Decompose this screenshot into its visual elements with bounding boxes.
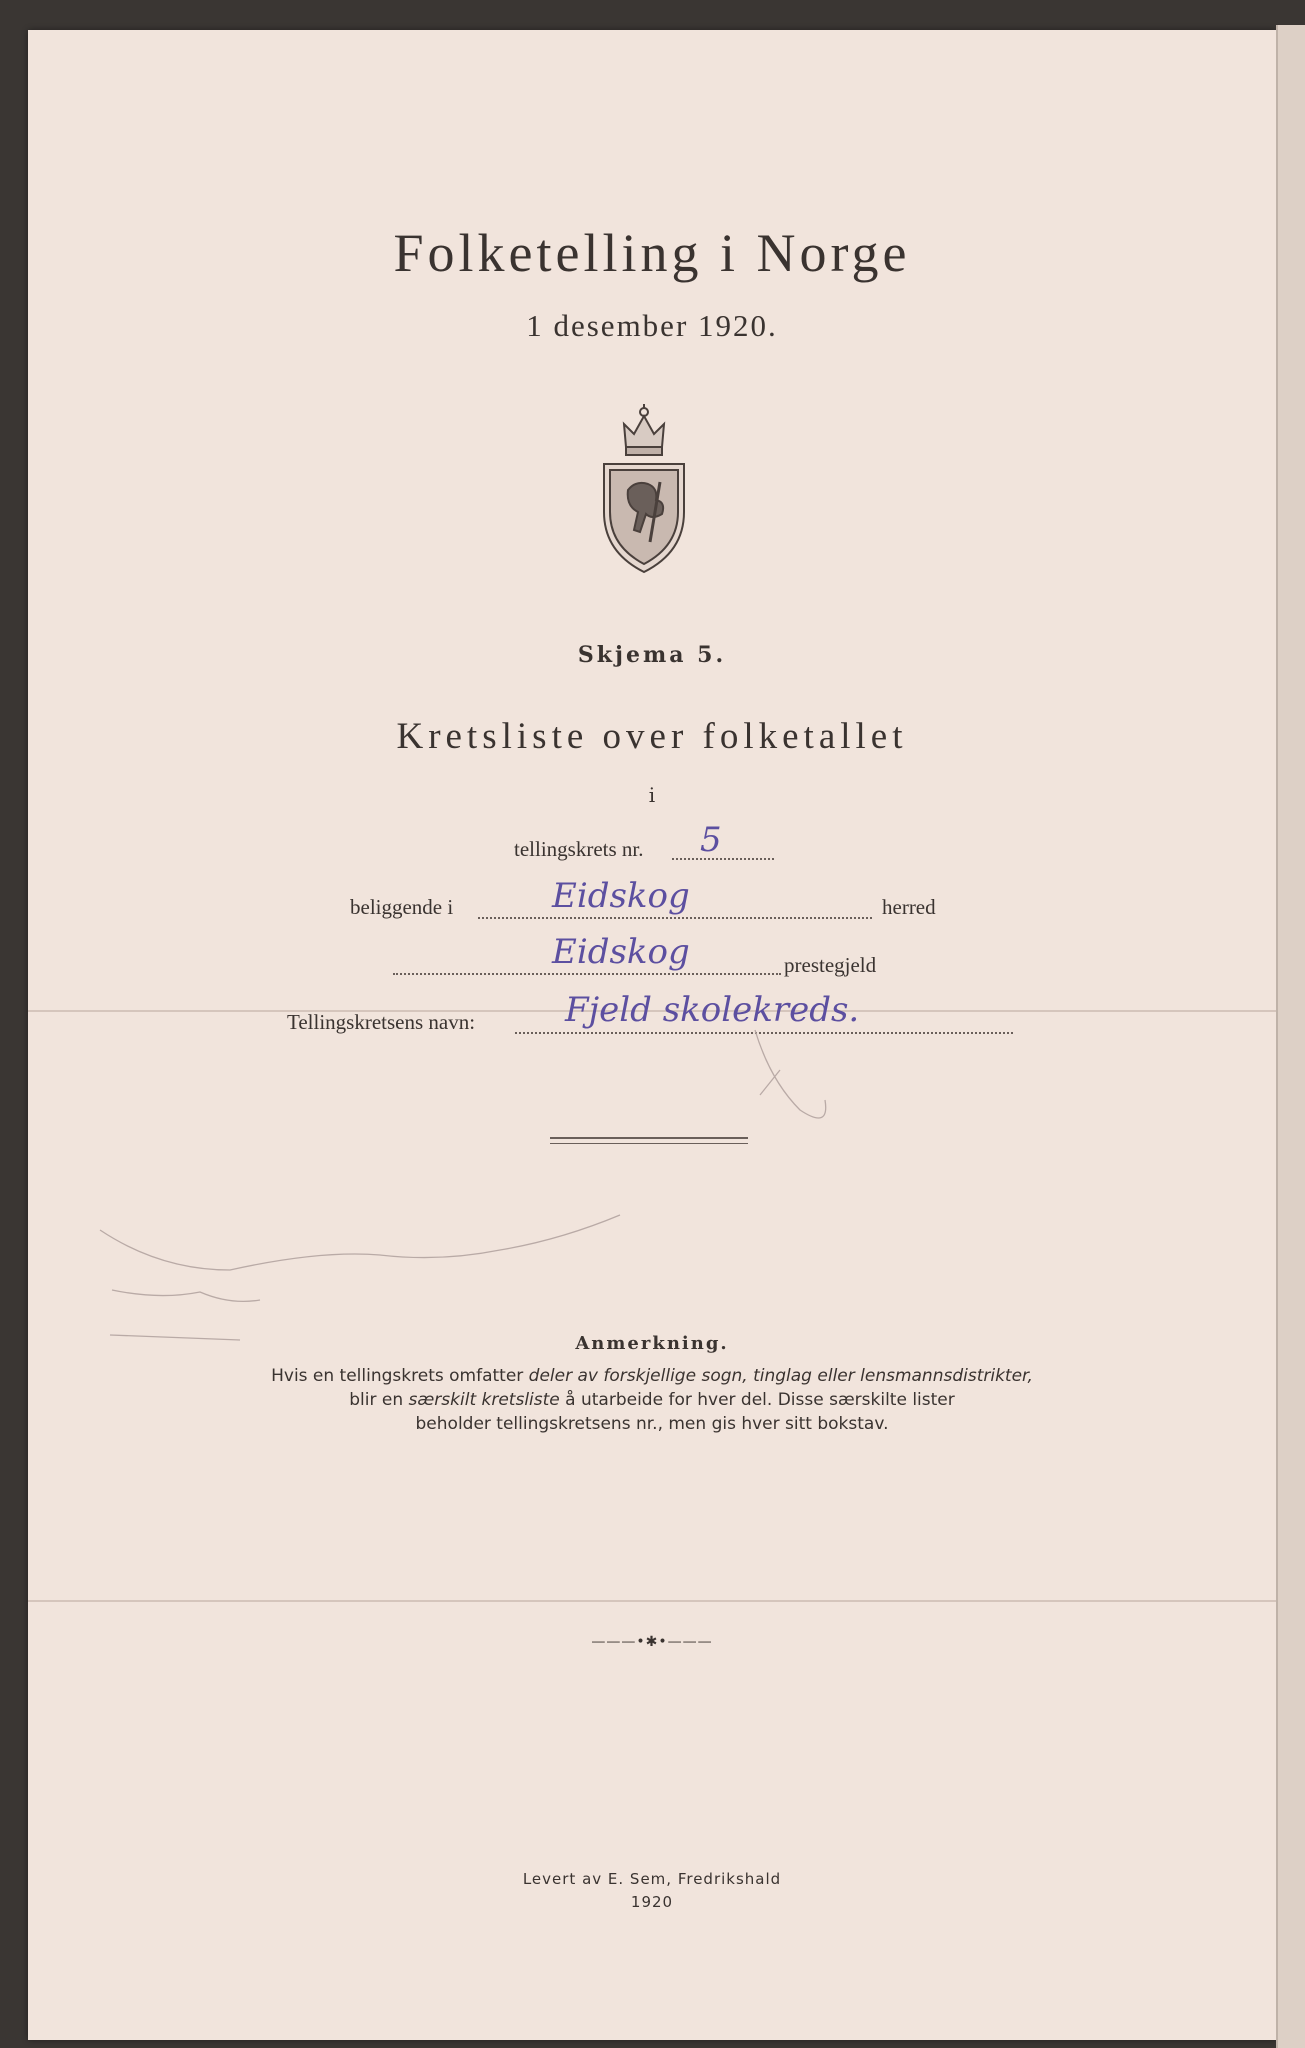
district-name-value: Fjeld skolekreds. [565, 990, 860, 1030]
note-text: å utarbeide for hver del. Disse særskilte lister [559, 1390, 955, 1410]
district-number-label: tellingskrets nr. [514, 837, 644, 861]
note-line-2 [28, 1390, 1276, 1410]
note-line-3: beholder tellingskretsens nr., men gis hver sitt bokstav. [415, 1414, 889, 1434]
district-number-value: 5 [700, 820, 722, 860]
located-value: Eidskog [552, 876, 690, 916]
note-title: Anmerkning. [575, 1333, 729, 1354]
district-name-label: Tellingskretsens navn: [287, 1010, 476, 1034]
note-text: blir en [349, 1390, 409, 1410]
printer-year: 1920 [630, 1893, 674, 1911]
connector-word: i [648, 783, 656, 807]
schema-number: Skjema 5. [577, 642, 727, 668]
document-title: Folketelling i Norge [393, 223, 911, 283]
document-subtitle: 1 desember 1920. [526, 308, 778, 343]
parish-value: Eidskog [552, 932, 690, 972]
note-line-1 [28, 1366, 1276, 1386]
parish-label: prestegjeld [784, 953, 877, 977]
note-emphasis: særskilt kretsliste [408, 1390, 560, 1410]
note-text: Hvis en tellingskrets omfatter [271, 1366, 529, 1386]
note-emphasis: deler av forskjellige sogn, tinglag eller lensmannsdistrikter, [528, 1366, 1033, 1386]
herred-label: herred [882, 895, 936, 919]
located-label: beliggende i [350, 895, 454, 919]
form-heading: Kretsliste over folketallet [396, 716, 908, 757]
ornament-divider: ———•✱•——— [591, 1634, 713, 1650]
printer-credit: Levert av E. Sem, Fredrikshald [522, 1870, 782, 1888]
